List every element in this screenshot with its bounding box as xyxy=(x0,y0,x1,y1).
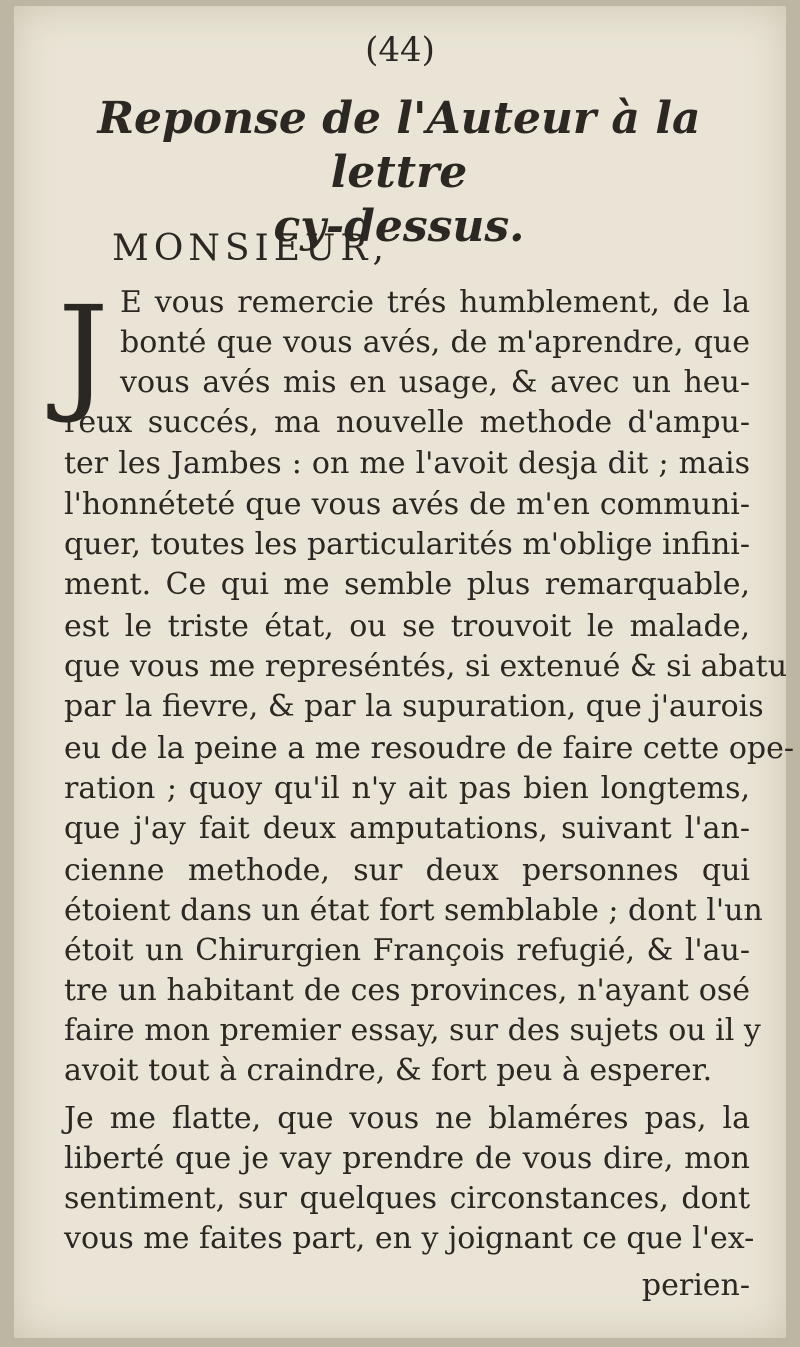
text-line: sentiment, sur quelques circonstances, dont xyxy=(64,1181,750,1216)
text-line: est le triste état, ou se trouvoit le malade, xyxy=(64,609,750,644)
text-line: que j'ay fait deux amputations, suivant l'an- xyxy=(64,811,750,846)
drop-cap: J xyxy=(58,279,109,426)
text-line: avoit tout à craindre, & fort peu à esperer. xyxy=(64,1053,713,1088)
text-line: cienne methode, sur deux personnes qui xyxy=(64,853,750,888)
text-line: Je me flatte, que vous ne blaméres pas, la xyxy=(64,1101,750,1136)
heading-line: cy-dessus. xyxy=(273,201,525,252)
text-line: tre un habitant de ces provinces, n'ayant osé xyxy=(64,973,750,1008)
heading-line: Reponse de l'Auteur à la lettre xyxy=(97,93,701,198)
text-line: ment. Ce qui me semble plus remarquable, xyxy=(64,567,750,602)
text-line: l'honnéteté que vous avés de m'en communi- xyxy=(64,487,750,522)
text-line: étoit un Chirurgien François refugié, & l'au- xyxy=(64,933,750,968)
catchword: perien- xyxy=(641,1268,750,1303)
text-line: E vous remercie trés humblement, de la xyxy=(120,285,750,320)
salutation: MONSIEUR, xyxy=(112,228,389,269)
text-line: quer, toutes les particularités m'oblige infini- xyxy=(64,527,750,562)
text-line: bonté que vous avés, de m'aprendre, que xyxy=(120,325,750,360)
text-line: par la fievre, & par la supuration, que j'aurois xyxy=(64,689,764,724)
text-line: ration ; quoy qu'il n'y ait pas bien longtems, xyxy=(64,771,750,806)
text-line: ter les Jambes : on me l'avoit desja dit ; mais xyxy=(64,446,750,481)
page-number: (44) xyxy=(365,30,435,70)
text-line: étoient dans un état fort semblable ; dont l'un xyxy=(64,893,763,928)
text-line: liberté que je vay prendre de vous dire, mon xyxy=(64,1141,750,1176)
text-line: vous me faites part, en y joignant ce que l'ex- xyxy=(64,1221,755,1256)
text-line: faire mon premier essay, sur des sujets ou il y xyxy=(64,1013,761,1048)
text-line: eu de la peine a me resoudre de faire cette ope- xyxy=(64,731,794,766)
text-line: reux succés, ma nouvelle methode d'ampu- xyxy=(64,405,750,440)
text-line: que vous me represéntés, si extenué & si abatu xyxy=(64,649,788,684)
text-line: vous avés mis en usage, & avec un heu- xyxy=(120,365,750,400)
book-page xyxy=(14,6,794,1338)
